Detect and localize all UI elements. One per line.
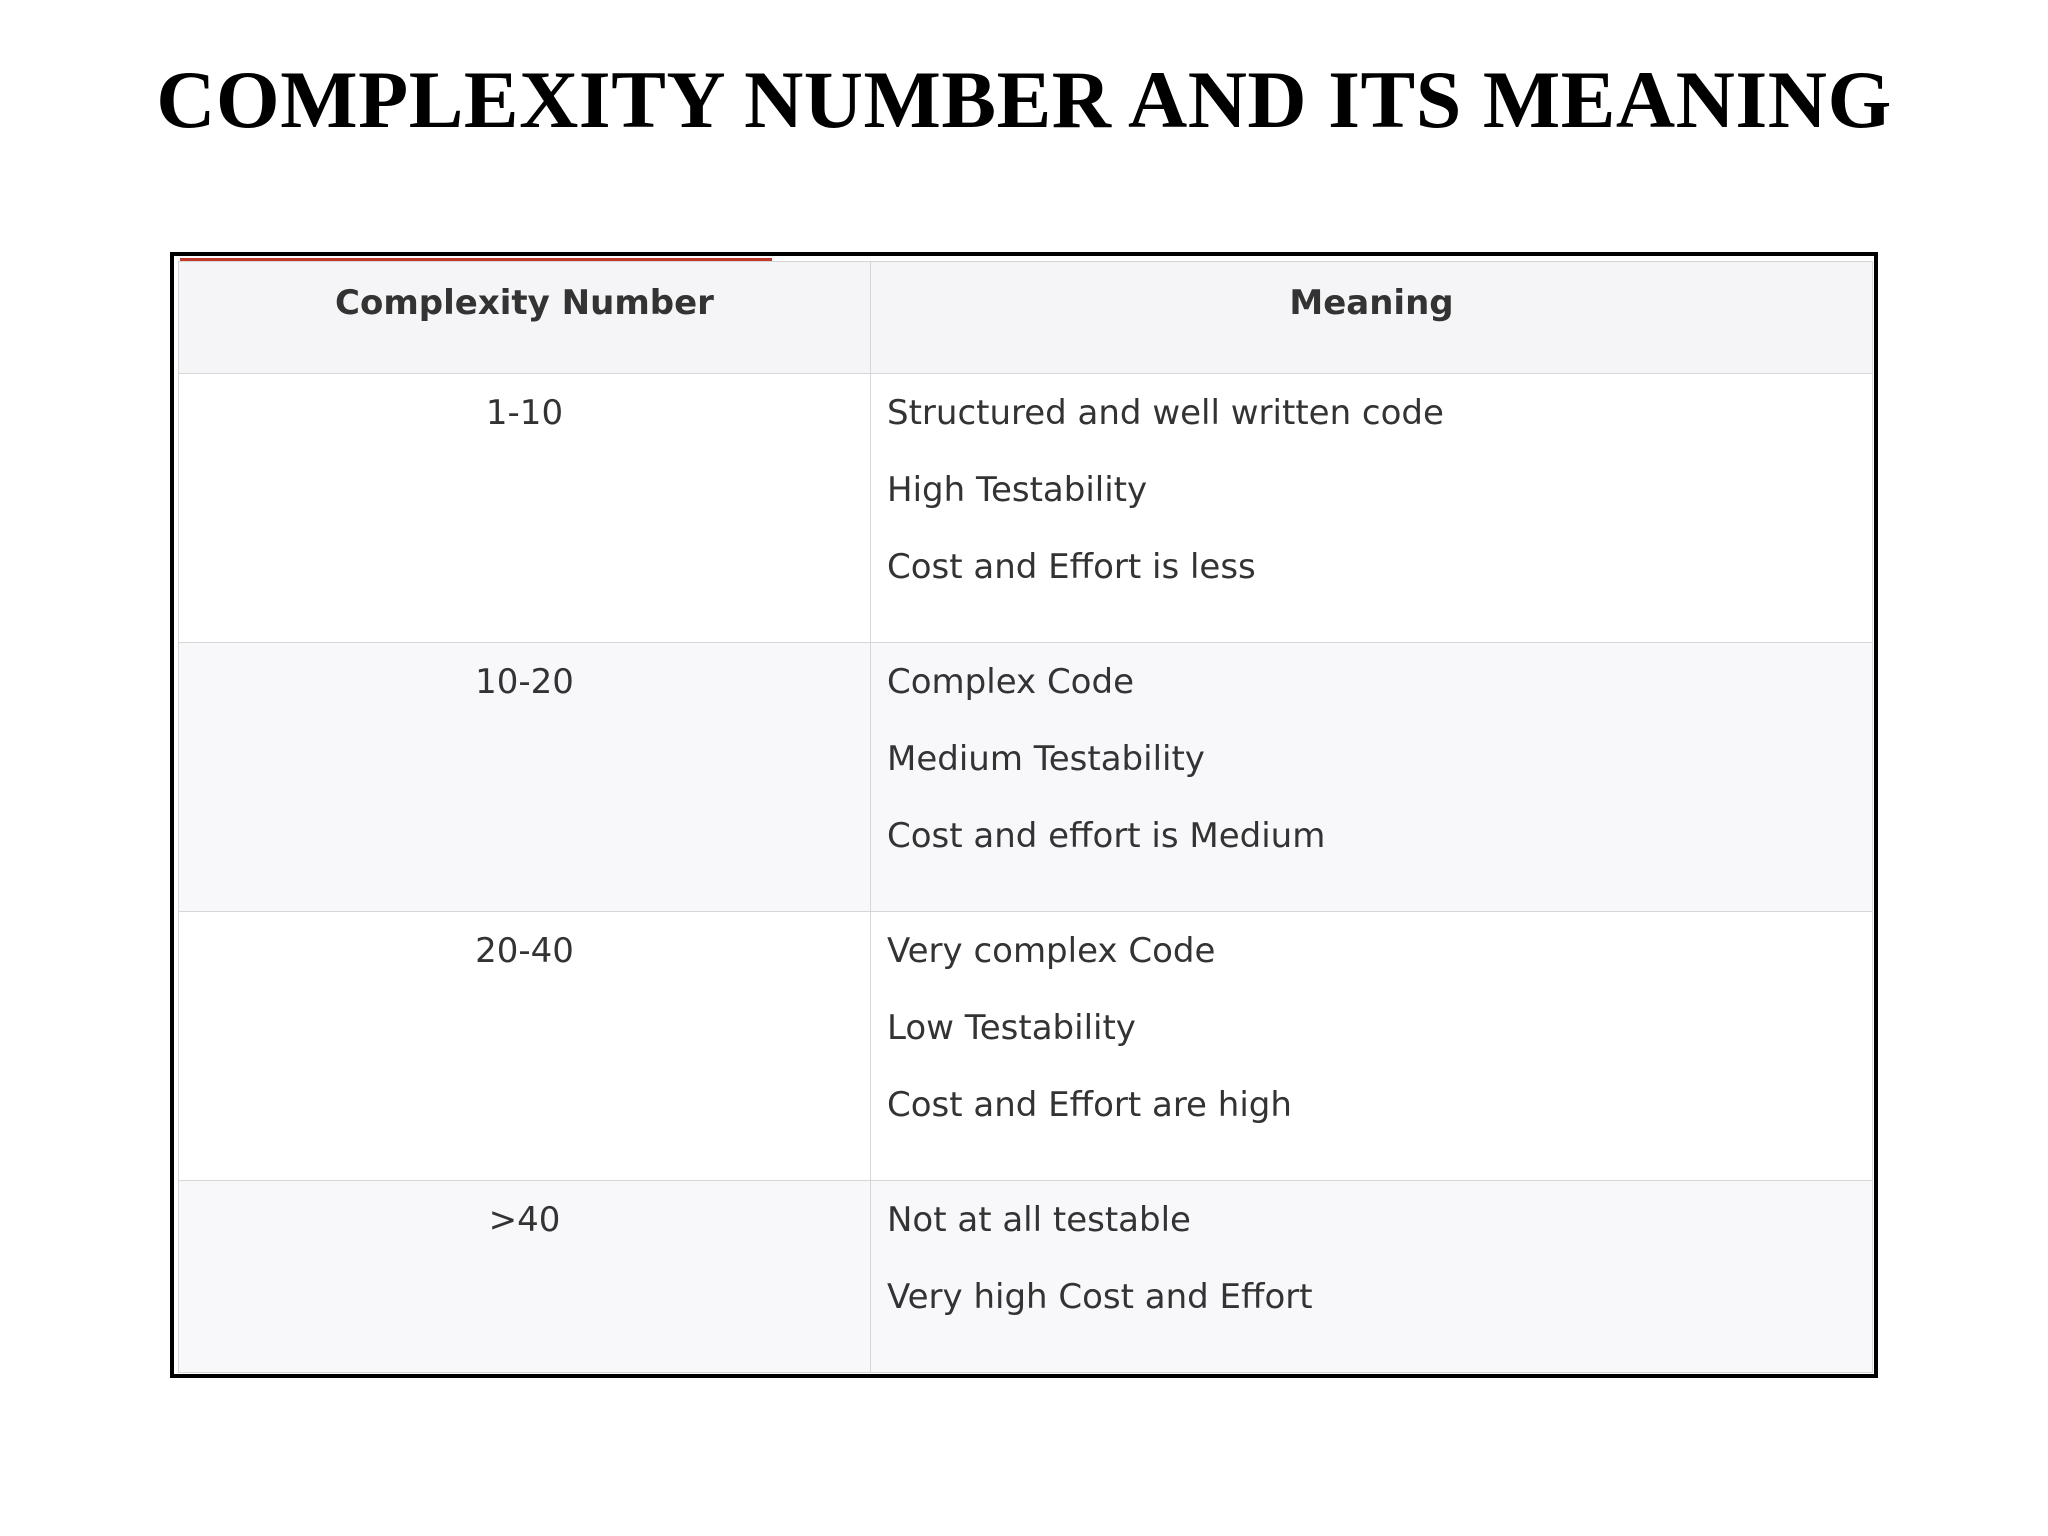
meaning-line: Medium Testability <box>887 739 1205 779</box>
meaning-line: Low Testability <box>887 1008 1136 1048</box>
complexity-table-frame <box>170 252 1878 1378</box>
complexity-range-cell: 1-10 <box>179 374 871 643</box>
table-row <box>179 1181 1873 1373</box>
page-title: COMPLEXITY NUMBER AND ITS MEANING <box>156 54 1892 145</box>
complexity-range-cell: 10-20 <box>179 643 871 912</box>
column-header-meaning: Meaning <box>871 262 1873 374</box>
meaning-line: High Testability <box>887 470 1148 510</box>
column-header-complexity-number: Complexity Number <box>179 262 871 374</box>
complexity-meaning-table <box>178 261 1873 1373</box>
meaning-cell <box>871 643 1873 912</box>
meaning-line: Structured and well written code <box>887 393 1444 433</box>
table-row <box>179 643 1873 912</box>
meaning-line: Not at all testable <box>887 1200 1191 1240</box>
meaning-cell <box>871 1181 1873 1373</box>
meaning-line: Cost and Effort are high <box>887 1085 1292 1125</box>
meaning-cell <box>871 374 1873 643</box>
table-row <box>179 912 1873 1181</box>
meaning-line: Cost and effort is Medium <box>887 816 1326 856</box>
meaning-line: Complex Code <box>887 662 1134 702</box>
meaning-line: Very high Cost and Effort <box>887 1277 1313 1317</box>
meaning-cell <box>871 912 1873 1181</box>
meaning-line: Very complex Code <box>887 931 1216 971</box>
meaning-line: Cost and Effort is less <box>887 547 1256 587</box>
complexity-range-cell: >40 <box>179 1181 871 1373</box>
table-row <box>179 374 1873 643</box>
complexity-range-cell: 20-40 <box>179 912 871 1181</box>
table-header-row <box>179 262 1873 374</box>
